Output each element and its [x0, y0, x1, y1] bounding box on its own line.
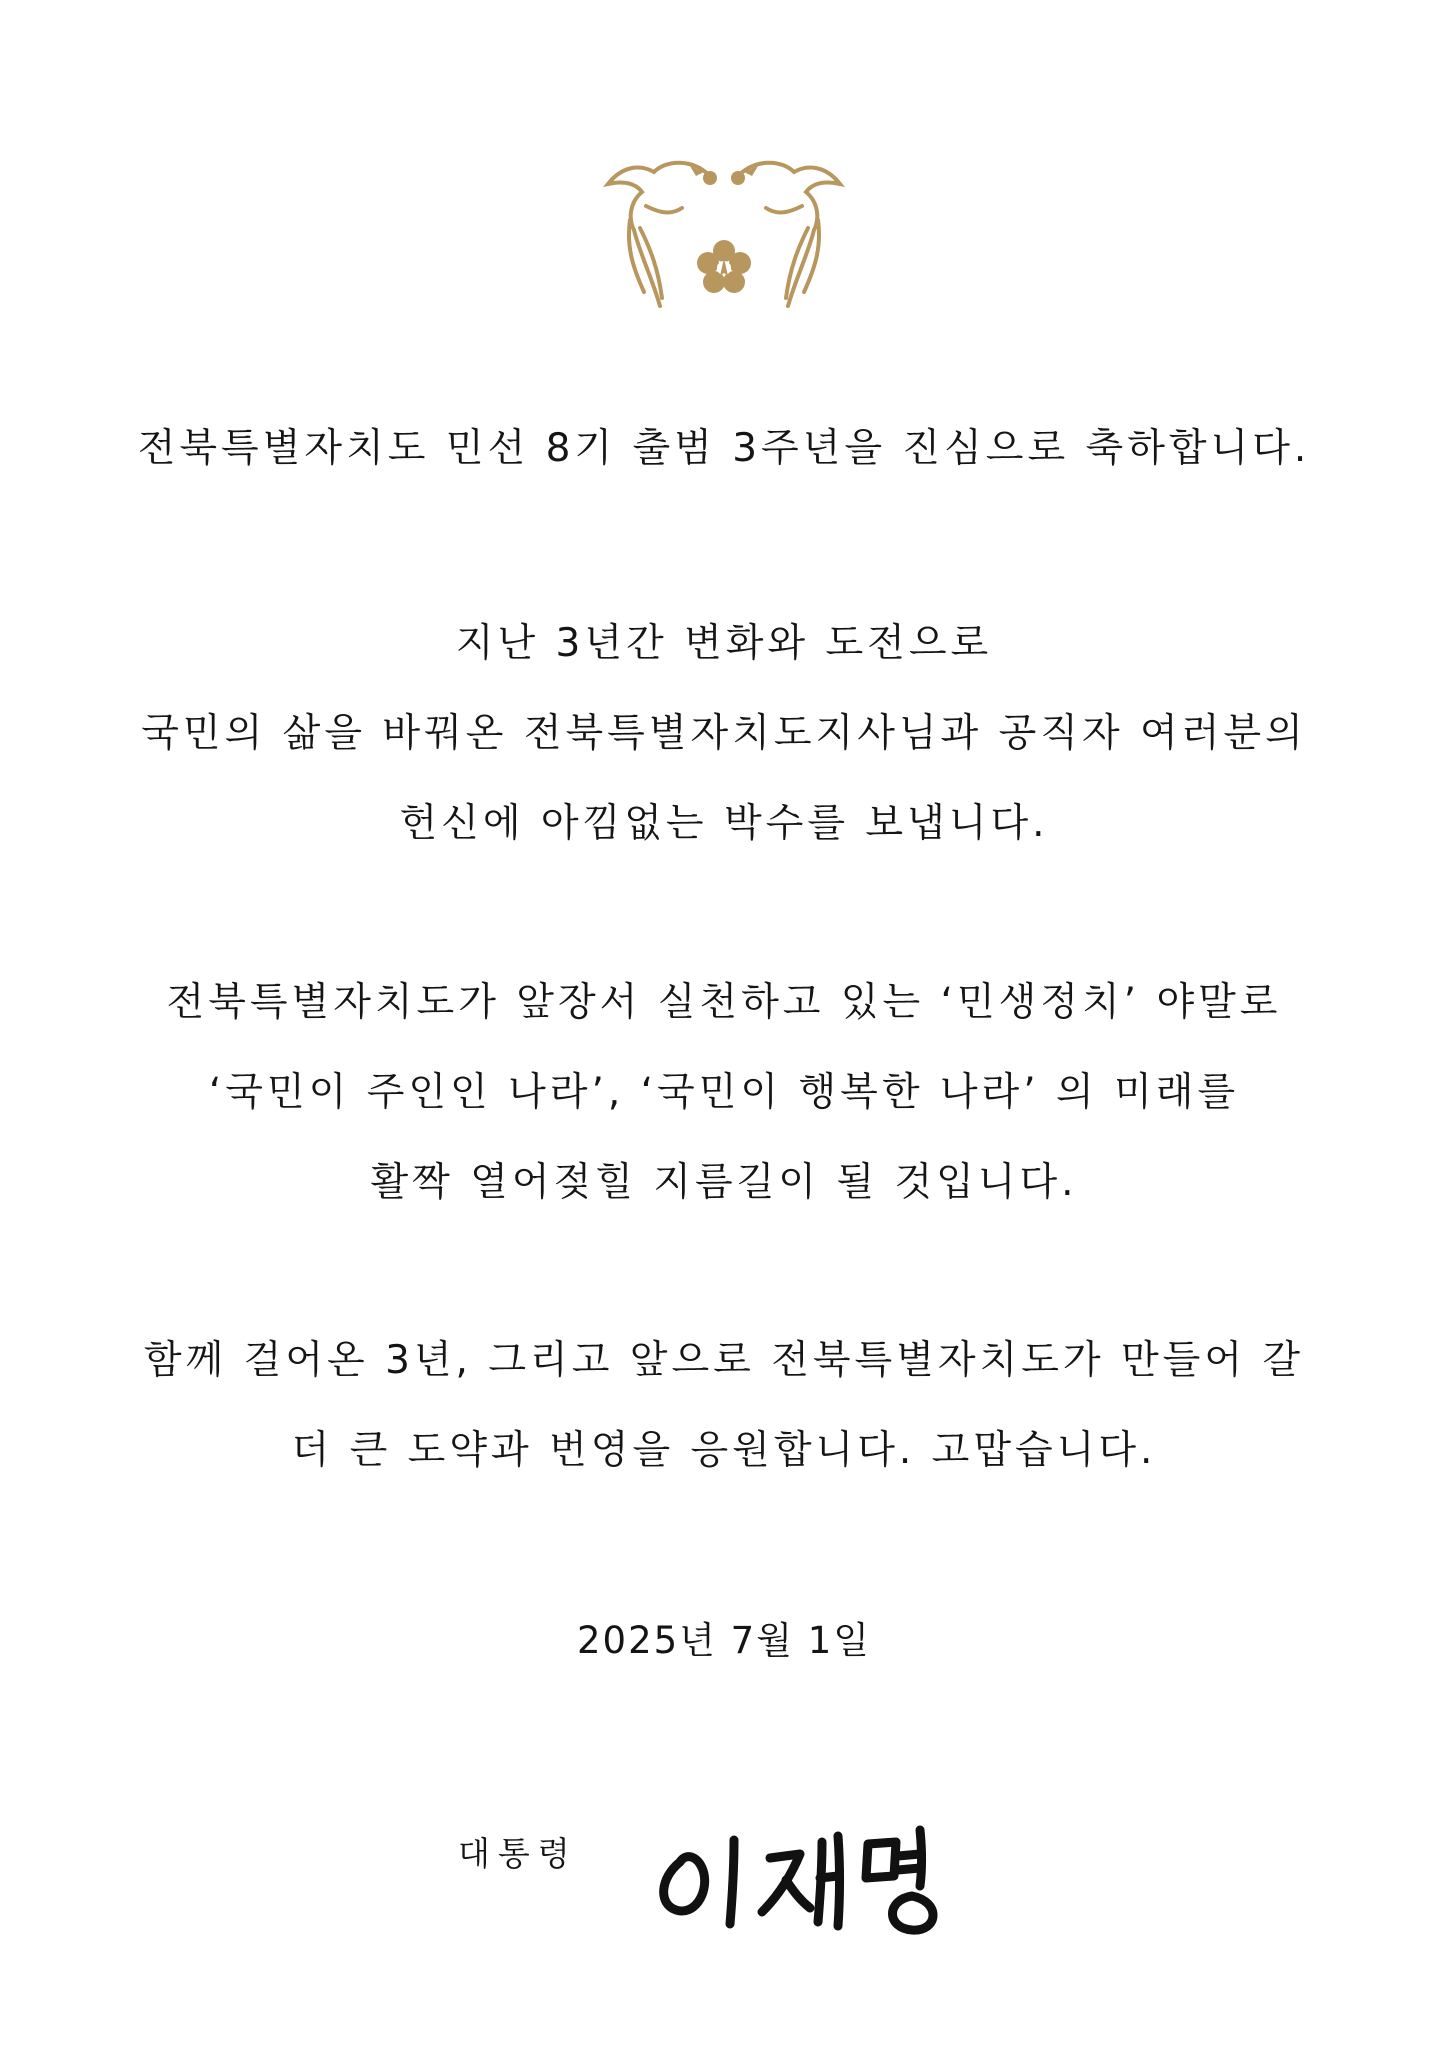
- paragraph-4: [0, 1316, 1448, 1496]
- paragraph-line: 더 큰 도약과 번영을 응원합니다. 고맙습니다.: [291, 1428, 1157, 1473]
- paragraph-line: 전북특별자치도 민선 8기 출범 3주년을 진심으로 축하합니다.: [137, 426, 1311, 471]
- paragraph-1: [0, 404, 1448, 494]
- paragraph-line: 활짝 열어젖힐 지름길이 될 것입니다.: [370, 1160, 1078, 1205]
- paragraph-line: 전북특별자치도가 앞장서 실천하고 있는 ‘민생정치’ 야말로: [166, 980, 1282, 1025]
- left-phoenix-icon: [608, 163, 710, 306]
- handwritten-signature: [650, 1800, 990, 1940]
- paragraph-3: [0, 958, 1448, 1228]
- signer-title: 대통령: [458, 1834, 578, 1873]
- paragraph-line: ‘국민이 주인인 나라’, ‘국민이 행복한 나라’ 의 미래를: [208, 1070, 1240, 1115]
- right-phoenix-icon: [738, 163, 840, 306]
- paragraph-line: 국민의 삶을 바꿔온 전북특별자치도지사님과 공직자 여러분의: [141, 711, 1307, 756]
- paragraph-line: 헌신에 아낌없는 박수를 보냅니다.: [399, 801, 1049, 846]
- letter-date: 2025년 7월 1일: [577, 1619, 871, 1662]
- paragraph-line: 함께 걸어온 3년, 그리고 앞으로 전북특별자치도가 만들어 갈: [143, 1338, 1305, 1383]
- phoenix-emblem-icon: [600, 158, 848, 320]
- paragraph-line: 지난 3년간 변화와 도전으로: [455, 621, 993, 666]
- paragraph-2: [0, 599, 1448, 869]
- mugunghwa-icon: [697, 240, 751, 293]
